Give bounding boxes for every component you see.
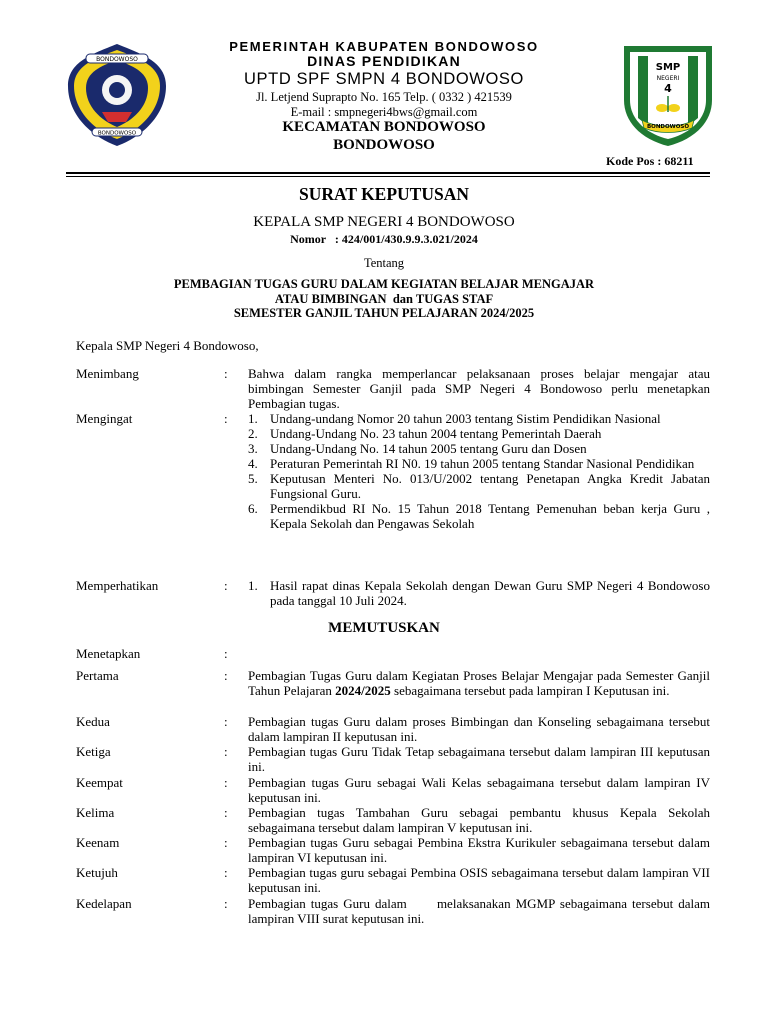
school-logo-ribbon: BONDOWOSO — [646, 124, 690, 130]
header-department: DINAS PENDIDIKAN — [307, 53, 461, 69]
school-logo-line3: 4 — [664, 82, 672, 95]
decision-label-keenam: Keenam — [76, 835, 120, 850]
decision-text-part: sebagaimana tersebut pada lampiran I Keputusan ini. — [390, 683, 670, 698]
menimbang-label: Menimbang — [76, 366, 139, 381]
menetapkan-colon: : — [224, 646, 228, 661]
school-logo-line2: NEGERI — [656, 75, 680, 82]
list-item-number: 3. — [248, 441, 258, 456]
decision-text-kedua: Pembagian tugas Guru dalam proses Bimbingan dan Konseling sebagaimana tersebut dalam lampiran II keputusan ini. — [248, 714, 710, 744]
list-item — [248, 441, 710, 456]
header-email: E-mail : smpnegeri4bws@gmail.com — [290, 105, 478, 119]
document-number: Nomor : 424/001/430.9.9.3.021/2024 — [290, 232, 478, 246]
subject-line-2: ATAU BIMBINGAN dan TUGAS STAF — [274, 292, 494, 306]
menetapkan-label: Menetapkan — [76, 646, 141, 661]
school-logo-line1: SMP — [655, 62, 681, 73]
list-item-number: 1. — [248, 411, 258, 426]
list-item-text: Permendikbud RI No. 15 Tahun 2018 Tentang Pemenuhan beban kerja Guru , Kepala Sekolah dan Pengawas Sekolah — [270, 501, 710, 531]
list-item-text: Peraturan Pemerintah RI N0. 19 tahun 2005 tentang Standar Nasional Pendidikan — [270, 456, 695, 471]
mengingat-label: Mengingat — [76, 411, 133, 426]
decision-label-kelima: Kelima — [76, 805, 115, 820]
mengingat-list — [248, 411, 710, 531]
decision-colon: : — [224, 865, 228, 880]
list-item — [248, 426, 710, 441]
header-address: Jl. Letjend Suprapto No. 165 Telp. ( 0332 ) 421539 — [256, 90, 512, 104]
decision-label-ketiga: Ketiga — [76, 744, 111, 759]
list-item-number: 5. — [248, 471, 258, 486]
list-item-text: Undang-Undang No. 14 tahun 2005 tentang Guru dan Dosen — [270, 441, 587, 456]
decision-colon: : — [224, 775, 228, 790]
header-government: PEMERINTAH KABUPATEN BONDOWOSO — [229, 39, 539, 54]
memperhatikan-list — [248, 578, 710, 608]
decision-label-ketujuh: Ketujuh — [76, 865, 118, 880]
subject-line-3: SEMESTER GANJIL TAHUN PELAJARAN 2024/2025 — [233, 306, 535, 320]
list-item-number: 1. — [248, 578, 258, 593]
decision-text-bold: 2024/2025 — [335, 683, 391, 698]
list-item-text: Undang-Undang No. 23 tahun 2004 tentang Pemerintah Daerah — [270, 426, 602, 441]
header-city: BONDOWOSO — [333, 137, 435, 153]
memutuskan-heading: MEMUTUSKAN — [328, 620, 440, 636]
menimbang-colon: : — [224, 366, 228, 381]
memperhatikan-label: Memperhatikan — [76, 578, 159, 593]
list-item-text: Hasil rapat dinas Kepala Sekolah dengan Dewan Guru SMP Negeri 4 Bondowoso pada tanggal 10 Juli 2024. — [270, 578, 710, 608]
list-item — [248, 456, 710, 471]
left-logo-top-text: BONDOWOSO — [96, 56, 138, 63]
decision-colon: : — [224, 714, 228, 729]
header-rule-thin — [66, 176, 710, 177]
left-logo-bottom-text: BONDOWOSO — [97, 130, 137, 137]
header-school-unit: UPTD SPF SMPN 4 BONDOWOSO — [244, 70, 524, 88]
decision-text-keenam: Pembagian tugas Guru sebagai Pembina Ekstra Kurikuler sebagaimana tersebut dalam lampiran VI keputusan ini. — [248, 835, 710, 865]
list-item-text: Keputusan Menteri No. 013/U/2002 tentang Penetapan Angka Kredit Jabatan Fungsional Guru. — [270, 471, 710, 501]
decision-label-keempat: Keempat — [76, 775, 123, 790]
decision-text-part: Pembagian Tugas Guru dalam Kegiatan Proses Belajar Mengajar pada Semester Ganjil Tahun Pelajaran — [248, 668, 710, 698]
list-item — [248, 578, 710, 608]
header-kecamatan: KECAMATAN BONDOWOSO — [282, 119, 486, 135]
list-item — [248, 411, 710, 426]
list-item — [248, 471, 710, 501]
decision-label-kedua: Kedua — [76, 714, 110, 729]
decision-text-kedelapan: Pembagian tugas Guru dalam melaksanakan MGMP sebagaimana tersebut dalam lampiran VIII surat keputusan ini. — [248, 896, 714, 926]
document-title: SURAT KEPUTUSAN — [298, 184, 469, 204]
list-item-number: 2. — [248, 426, 258, 441]
decision-text-keempat: Pembagian tugas Guru sebagai Wali Kelas sebagaimana tersebut dalam lampiran IV keputusan ini. — [248, 775, 710, 805]
header-rule-thick — [66, 172, 710, 174]
opening-line: Kepala SMP Negeri 4 Bondowoso, — [76, 338, 259, 353]
list-item — [248, 501, 710, 531]
decision-colon: : — [224, 835, 228, 850]
subject-line-1: PEMBAGIAN TUGAS GURU DALAM KEGIATAN BELAJAR MENGAJAR — [173, 277, 595, 291]
decision-label-kedelapan: Kedelapan — [76, 896, 132, 911]
decision-colon: : — [224, 805, 228, 820]
decision-text-ketiga: Pembagian tugas Guru Tidak Tetap sebagaimana tersebut dalam lampiran III keputusan ini. — [248, 744, 710, 774]
menimbang-text: Bahwa dalam rangka memperlancar pelaksanaan proses belajar mengajar atau bimbingan Semester Ganjil pada SMP Negeri 4 Bondowoso perlu menetapkan Pembagian tugas. — [248, 366, 710, 411]
decision-text-ketujuh: Pembagian tugas guru sebagai Pembina OSIS sebagaimana tersebut dalam lampiran VII keputusan ini. — [248, 865, 710, 895]
decision-label-pertama: Pertama — [76, 668, 119, 683]
list-item-number: 6. — [248, 501, 258, 516]
memperhatikan-colon: : — [224, 578, 228, 593]
list-item-text: Undang-undang Nomor 20 tahun 2003 tentang Sistim Pendidikan Nasional — [270, 411, 661, 426]
decision-colon: : — [224, 896, 228, 911]
header-postal-code: Kode Pos : 68211 — [606, 154, 694, 168]
decision-text-pertama — [248, 668, 710, 698]
decision-colon: : — [224, 744, 228, 759]
decision-colon: : — [224, 668, 228, 683]
mengingat-colon: : — [224, 411, 228, 426]
list-item-number: 4. — [248, 456, 258, 471]
document-subtitle: KEPALA SMP NEGERI 4 BONDOWOSO — [253, 214, 515, 230]
decision-text-kelima: Pembagian tugas Tambahan Guru sebagai pembantu khusus Kepala Sekolah sebagaimana tersebut dalam lampiran V keputusan ini. — [248, 805, 710, 835]
tentang-label: Tentang — [363, 256, 405, 270]
